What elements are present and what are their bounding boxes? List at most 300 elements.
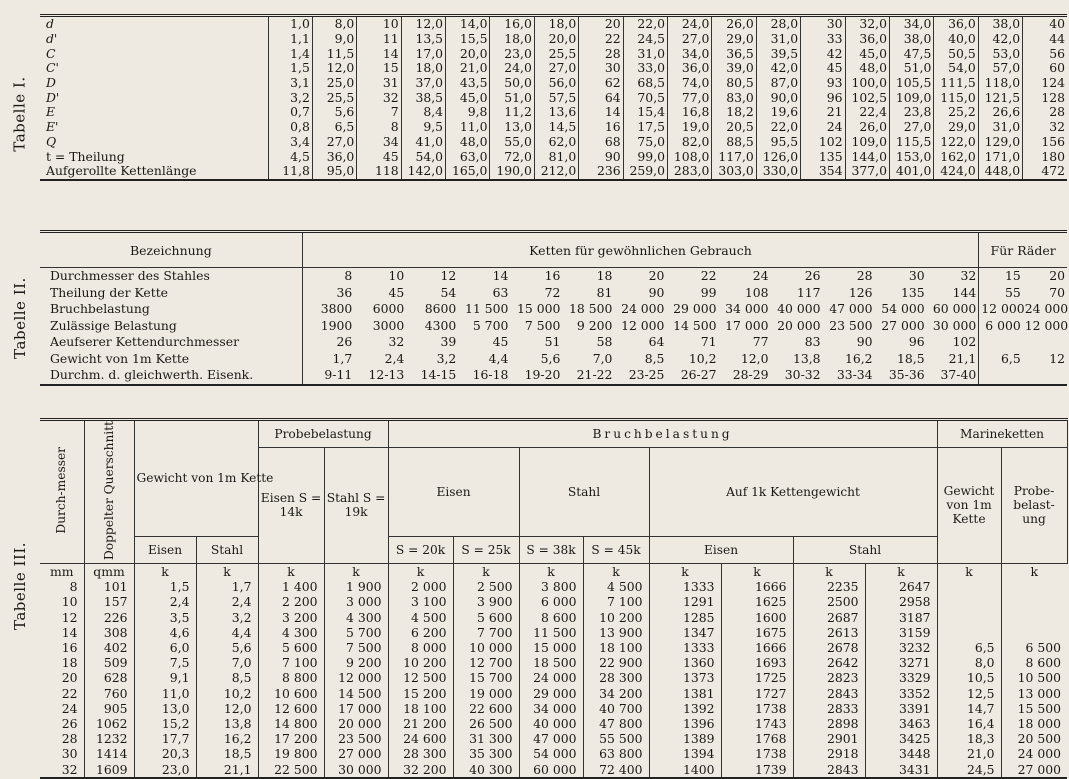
t1-cell: 21 xyxy=(801,105,845,120)
t3-cell: 16 xyxy=(61,640,78,656)
t1-cell: 4,5 xyxy=(268,149,312,164)
t3-cell: 1675 xyxy=(721,625,793,640)
t3-h-probe-stahl: Stahl S = 19k xyxy=(324,448,388,564)
t1-cell: 37,0 xyxy=(401,76,445,91)
t3-cell: 4 500 xyxy=(583,579,649,594)
t3-cell: 63 800 xyxy=(583,746,649,761)
t1-cell: 51,0 xyxy=(490,90,534,105)
t1-cell: 44 xyxy=(1023,32,1067,47)
t3-cell: 1373 xyxy=(649,670,721,685)
t1-cell: 30 xyxy=(579,61,623,76)
t1-cell: 23,0 xyxy=(490,46,534,61)
t1-cell: 283,0 xyxy=(668,164,712,180)
t1-cell: 135 xyxy=(801,149,845,164)
t1-cell: 109,0 xyxy=(889,90,933,105)
t3-unit: k xyxy=(583,563,649,579)
t3-unit: k xyxy=(793,563,865,579)
t3-cell: 3187 xyxy=(865,610,937,625)
t3-cell: 12,0 xyxy=(196,701,258,716)
t3-cell: 9,1 xyxy=(134,670,196,685)
t2-header-main: Ketten für gewöhnlichen Gebrauch xyxy=(302,232,979,268)
t1-cell: 56,0 xyxy=(534,76,578,91)
t1-cell: 22,0 xyxy=(623,16,667,32)
t1-cell: 81,0 xyxy=(534,149,578,164)
t2-cell: 70 xyxy=(1049,284,1065,300)
t3-cell: 11 500 xyxy=(519,625,583,640)
t1-cell: 10 xyxy=(357,16,401,32)
t2-cell: 32 xyxy=(960,268,977,284)
t3-cell: 10,5 xyxy=(937,670,1001,685)
t2-cell: 33-34 xyxy=(836,367,873,383)
t1-cell: 63,0 xyxy=(446,149,490,164)
t3-cell: 13 000 xyxy=(1001,685,1067,700)
t2-cell: 13,8 xyxy=(792,350,821,366)
t1-cell: 18,0 xyxy=(401,61,445,76)
t2-cell: 108 xyxy=(744,284,769,300)
t3-cell: 1625 xyxy=(721,594,793,609)
t1-cell: 16,8 xyxy=(668,105,712,120)
t3-cell: 3352 xyxy=(865,685,937,700)
t3-cell: 14,7 xyxy=(937,701,1001,716)
t2-cell: 30 000 xyxy=(932,317,977,333)
t1-cell: 45 xyxy=(357,149,401,164)
t1-cell: 15 xyxy=(357,61,401,76)
t1-cell: 28 xyxy=(579,46,623,61)
t3-cell: 3463 xyxy=(865,716,937,731)
t3-cell: 1347 xyxy=(649,625,721,640)
t1-cell: 118 xyxy=(357,164,401,180)
t1-row-label: d' xyxy=(46,31,58,47)
t1-cell: 180 xyxy=(1023,149,1067,164)
t1-cell: 20,0 xyxy=(446,46,490,61)
t3-cell: 1400 xyxy=(649,761,721,777)
t3-cell: 54 000 xyxy=(519,746,583,761)
t3-cell: 226 xyxy=(84,610,134,625)
t1-cell: 142,0 xyxy=(401,164,445,180)
t1-cell: 90,0 xyxy=(756,90,800,105)
t3-row xyxy=(40,716,1067,731)
t2-row xyxy=(40,301,1067,318)
t1-row-label: t = Theilung xyxy=(46,148,125,164)
t2-cell: 90 xyxy=(856,334,873,350)
t3-unit: mm xyxy=(40,563,84,579)
t3-unit: k xyxy=(1001,563,1067,579)
t1-cell: 38,5 xyxy=(401,90,445,105)
t3-cell: 20 xyxy=(61,670,78,686)
t3-cell: 17,7 xyxy=(134,731,196,746)
t3-cell: 1725 xyxy=(721,670,793,685)
t3-cell: 15 000 xyxy=(519,640,583,655)
t2-cell: 18 500 xyxy=(569,301,613,317)
t3-cell: 26 xyxy=(61,715,78,731)
t1-cell: 32,0 xyxy=(845,16,889,32)
t1-cell: 11,5 xyxy=(312,46,356,61)
t1-cell: 42,0 xyxy=(756,61,800,76)
t1-cell: 50,5 xyxy=(934,46,978,61)
t1-cell: 115,0 xyxy=(934,90,978,105)
t3-cell: 7 700 xyxy=(453,625,519,640)
t2-cell: 30-32 xyxy=(784,367,821,383)
t3-cell xyxy=(1001,594,1067,609)
t1-cell: 20,5 xyxy=(712,120,756,135)
t2-cell: 10 xyxy=(388,268,405,284)
t2-cell: 23-25 xyxy=(628,367,665,383)
t1-cell: 18,0 xyxy=(490,32,534,47)
t3-cell: 1392 xyxy=(649,701,721,716)
t3-cell: 23 500 xyxy=(324,731,388,746)
t2-cell: 11 500 xyxy=(464,301,509,317)
t1-cell: 126,0 xyxy=(756,149,800,164)
t1-cell: 39,0 xyxy=(712,61,756,76)
t1-cell: 31,0 xyxy=(623,46,667,61)
t1-cell: 40,0 xyxy=(934,32,978,47)
t3-cell: 7 500 xyxy=(324,640,388,655)
t1-row xyxy=(40,135,1067,150)
t2-cell: 54 xyxy=(440,284,457,300)
t2-cell: 3800 xyxy=(320,301,353,317)
t1-cell: 32 xyxy=(357,90,401,105)
t3-cell: 31 300 xyxy=(453,731,519,746)
t3-cell: 2642 xyxy=(793,655,865,670)
t3-units-row xyxy=(40,563,1067,579)
t1-cell: 60 xyxy=(1023,61,1067,76)
t3-cell: 28 300 xyxy=(583,670,649,685)
t2-row-label: Durchm. d. gleichwerth. Eisenk. xyxy=(40,367,302,385)
t3-cell: 7,5 xyxy=(134,655,196,670)
t1-cell: 102 xyxy=(801,135,845,150)
t3-cell: 15 700 xyxy=(453,670,519,685)
t2-cell: 17 000 xyxy=(725,317,769,333)
t3-cell: 3329 xyxy=(865,670,937,685)
t1-cell: 68,5 xyxy=(623,76,667,91)
t2-row xyxy=(40,285,1067,302)
t2-cell: 20 000 xyxy=(777,317,821,333)
t1-cell: 34 xyxy=(357,135,401,150)
t3-h-bruch-stahl: Stahl xyxy=(519,448,649,537)
t2-cell: 45 xyxy=(388,284,405,300)
t3-cell: 2647 xyxy=(865,579,937,594)
t3-cell: 5 700 xyxy=(324,625,388,640)
t1-cell: 25,0 xyxy=(312,76,356,91)
t1-cell: 128 xyxy=(1023,90,1067,105)
t1-cell: 39,5 xyxy=(756,46,800,61)
t1-cell: 20,0 xyxy=(534,32,578,47)
t2-row xyxy=(40,367,1067,385)
t3-unit: k xyxy=(865,563,937,579)
t1-cell: 75,0 xyxy=(623,135,667,150)
t1-cell: 45,0 xyxy=(446,90,490,105)
t1-cell: 28,0 xyxy=(756,16,800,32)
t1-cell: 330,0 xyxy=(756,164,800,180)
t1-row-label: C' xyxy=(46,60,59,76)
t2-cell: 24 xyxy=(752,268,769,284)
t3-h-m-probe: Probe-belast-ung xyxy=(1001,448,1067,564)
t1-cell: 93 xyxy=(801,76,845,91)
t1-cell: 82,0 xyxy=(668,135,712,150)
t3-cell: 55 500 xyxy=(583,731,649,746)
t2-cell xyxy=(979,334,1023,351)
t1-cell: 448,0 xyxy=(978,164,1022,180)
t2-cell: 14 xyxy=(492,268,509,284)
t3-cell xyxy=(937,594,1001,609)
t3-cell: 6 200 xyxy=(388,625,453,640)
t1-cell: 3,1 xyxy=(268,76,312,91)
t1-cell: 42,0 xyxy=(978,32,1022,47)
t3-cell: 18 xyxy=(61,655,78,671)
t1-cell: 31,0 xyxy=(978,120,1022,135)
table-3-label: Tabelle III. xyxy=(11,541,30,630)
t2-cell: 19-20 xyxy=(524,367,561,383)
t3-cell: 23,0 xyxy=(134,761,196,777)
t1-cell: 6,5 xyxy=(312,120,356,135)
t2-row-label: Durchmesser des Stahles xyxy=(40,268,302,285)
t2-cell: 26 xyxy=(804,268,821,284)
t1-cell: 77,0 xyxy=(668,90,712,105)
t2-cell: 10,2 xyxy=(688,350,717,366)
t1-cell: 22 xyxy=(579,32,623,47)
t1-row-label: D xyxy=(46,75,56,91)
t3-cell: 15,2 xyxy=(134,716,196,731)
t3-cell: 1,5 xyxy=(134,579,196,594)
t3-h-auf-eisen: Eisen xyxy=(649,536,793,563)
t1-cell: 129,0 xyxy=(978,135,1022,150)
t3-cell: 6,0 xyxy=(134,640,196,655)
t1-cell: 14 xyxy=(579,105,623,120)
t1-row-label: D' xyxy=(46,89,60,105)
t3-cell: 10,2 xyxy=(196,685,258,700)
t3-h-gew-eisen: Eisen xyxy=(134,536,196,563)
t2-cell: 47 000 xyxy=(829,301,873,317)
t3-cell: 3448 xyxy=(865,746,937,761)
t3-cell: 2898 xyxy=(793,716,865,731)
table-1-label: Tabelle I. xyxy=(11,76,30,152)
t3-cell: 1396 xyxy=(649,716,721,731)
t1-cell: 27,0 xyxy=(889,120,933,135)
t1-cell: 40 xyxy=(1023,16,1067,32)
t1-cell: 1,5 xyxy=(268,61,312,76)
t1-cell: 36,5 xyxy=(712,46,756,61)
t1-cell: 62 xyxy=(579,76,623,91)
t3-cell: 6 000 xyxy=(519,594,583,609)
t3-row xyxy=(40,640,1067,655)
t3-cell: 308 xyxy=(84,625,134,640)
table-3 xyxy=(40,418,1068,779)
t3-unit: k xyxy=(721,563,793,579)
t3-cell: 1739 xyxy=(721,761,793,777)
t3-cell: 7,0 xyxy=(196,655,258,670)
t3-row xyxy=(40,670,1067,685)
t1-cell: 11,8 xyxy=(268,164,312,180)
t2-cell: 30 xyxy=(908,268,925,284)
t1-cell: 1,0 xyxy=(268,16,312,32)
t3-cell xyxy=(937,610,1001,625)
t2-cell: 6,5 xyxy=(979,351,1023,368)
t3-cell: 5 600 xyxy=(453,610,519,625)
t1-cell: 25,2 xyxy=(934,105,978,120)
t3-cell: 6,5 xyxy=(937,640,1001,655)
t1-cell: 72,0 xyxy=(490,149,534,164)
t1-cell: 16 xyxy=(579,120,623,135)
t1-cell: 259,0 xyxy=(623,164,667,180)
t1-cell: 3,4 xyxy=(268,135,312,150)
t1-cell: 68 xyxy=(579,135,623,150)
t1-cell: 36,0 xyxy=(312,149,356,164)
t2-cell: 24 000 xyxy=(621,301,665,317)
t2-cell: 9-11 xyxy=(324,367,353,383)
t1-cell: 38,0 xyxy=(978,16,1022,32)
t3-row xyxy=(40,731,1067,746)
t3-cell: 34 000 xyxy=(519,701,583,716)
t2-cell: 144 xyxy=(952,284,977,300)
t2-row xyxy=(40,318,1067,335)
t3-cell: 4,4 xyxy=(196,625,258,640)
t3-cell: 27 000 xyxy=(1001,761,1067,777)
t1-cell: 9,5 xyxy=(401,120,445,135)
t3-cell: 12 500 xyxy=(388,670,453,685)
t3-cell xyxy=(1001,579,1067,594)
t1-row xyxy=(40,105,1067,120)
t1-cell: 115,5 xyxy=(889,135,933,150)
t1-cell: 124 xyxy=(1023,76,1067,91)
t3-cell: 19 000 xyxy=(453,685,519,700)
t2-cell: 35-36 xyxy=(888,367,925,383)
t1-row-label: Aufgerollte Kettenlänge xyxy=(46,163,197,179)
t1-cell: 33 xyxy=(801,32,845,47)
t2-cell: 5 700 xyxy=(472,317,509,333)
t2-header-label: Bezeichnung xyxy=(40,232,302,268)
t1-cell: 25,5 xyxy=(534,46,578,61)
t1-cell: 12,0 xyxy=(312,61,356,76)
t1-cell: 28 xyxy=(1023,105,1067,120)
t3-cell: 26 500 xyxy=(453,716,519,731)
t2-row-label: Gewicht von 1m Kette xyxy=(40,351,302,368)
t1-cell: 190,0 xyxy=(490,164,534,180)
t3-cell: 10 500 xyxy=(1001,670,1067,685)
table-2-label: Tabelle II. xyxy=(11,276,29,359)
t3-cell: 35 300 xyxy=(453,746,519,761)
t3-cell: 2958 xyxy=(865,594,937,609)
t3-cell: 24 000 xyxy=(1001,746,1067,761)
t2-cell: 102 xyxy=(952,334,977,350)
t3-cell: 22 500 xyxy=(258,761,324,777)
t3-cell: 1666 xyxy=(721,579,793,594)
t1-row-label: d xyxy=(46,16,54,32)
t2-cell: 63 xyxy=(492,284,509,300)
t1-cell: 54,0 xyxy=(934,61,978,76)
t3-cell xyxy=(937,625,1001,640)
t3-unit: k xyxy=(258,563,324,579)
t1-cell: 32 xyxy=(1023,120,1067,135)
t1-row xyxy=(40,164,1067,180)
t2-cell: 26 xyxy=(336,334,353,350)
t2-cell: 18 xyxy=(596,268,613,284)
t3-cell: 10 xyxy=(61,594,78,610)
t3-cell: 8 000 xyxy=(388,640,453,655)
t1-cell: 13,0 xyxy=(490,120,534,135)
t3-row xyxy=(40,655,1067,670)
t3-cell: 4 500 xyxy=(388,610,453,625)
t3-cell: 14 800 xyxy=(258,716,324,731)
t1-cell: 62,0 xyxy=(534,135,578,150)
t3-cell: 18 100 xyxy=(388,701,453,716)
t1-cell: 36,0 xyxy=(934,16,978,32)
t3-cell: 2901 xyxy=(793,731,865,746)
t3-cell: 16,2 xyxy=(196,731,258,746)
t3-h-marine: Marineketten xyxy=(937,420,1067,448)
t3-cell xyxy=(1001,610,1067,625)
t2-row-label: Bruchbelastung xyxy=(40,301,302,318)
t1-row xyxy=(40,120,1067,135)
t3-cell: 12 xyxy=(61,609,78,625)
t1-cell: 57,0 xyxy=(978,61,1022,76)
t3-cell: 47 800 xyxy=(583,716,649,731)
t3-cell: 12,5 xyxy=(937,685,1001,700)
t3-cell: 3,2 xyxy=(196,610,258,625)
t1-cell: 33,0 xyxy=(623,61,667,76)
t2-row xyxy=(40,268,1067,285)
t3-h-auf: Auf 1k Kettengewicht xyxy=(649,448,937,537)
t1-cell: 19,6 xyxy=(756,105,800,120)
t1-cell: 26,6 xyxy=(978,105,1022,120)
t1-cell: 0,8 xyxy=(268,120,312,135)
t1-cell: 22,4 xyxy=(845,105,889,120)
t1-cell: 17,0 xyxy=(401,46,445,61)
t3-cell: 2 200 xyxy=(258,594,324,609)
t1-row xyxy=(40,90,1067,105)
t1-cell: 117,0 xyxy=(712,149,756,164)
t2-cell: 71 xyxy=(700,334,717,350)
t1-cell: 88,5 xyxy=(712,135,756,150)
t1-cell: 27,0 xyxy=(534,61,578,76)
t3-cell xyxy=(937,579,1001,594)
t1-cell: 56 xyxy=(1023,46,1067,61)
t3-cell: 1609 xyxy=(84,761,134,777)
t1-cell: 18,0 xyxy=(534,16,578,32)
t3-h-bruch: Bruchbelastung xyxy=(388,420,937,448)
t1-cell: 1,1 xyxy=(268,32,312,47)
t3-cell: 1738 xyxy=(721,701,793,716)
t2-cell xyxy=(1023,367,1067,385)
t2-cell: 1,7 xyxy=(332,350,353,366)
t3-cell: 29 000 xyxy=(519,685,583,700)
t1-cell: 13,6 xyxy=(534,105,578,120)
t1-cell: 401,0 xyxy=(889,164,933,180)
t3-row xyxy=(40,685,1067,700)
t3-cell: 24,5 xyxy=(937,761,1001,777)
t3-cell: 32 xyxy=(61,761,78,777)
t3-cell: 2 500 xyxy=(453,579,519,594)
t3-h-s25: S = 25k xyxy=(453,536,519,563)
t3-cell: 5,6 xyxy=(196,640,258,655)
t2-cell: 8 xyxy=(344,268,353,284)
t3-h-s20: S = 20k xyxy=(388,536,453,563)
t1-cell: 83,0 xyxy=(712,90,756,105)
t2-cell: 14 500 xyxy=(673,317,717,333)
t1-cell: 50,0 xyxy=(490,76,534,91)
t3-cell: 18,3 xyxy=(937,731,1001,746)
t3-h-m-gewicht: Gewicht von 1m Kette xyxy=(937,448,1001,564)
t1-cell: 70,5 xyxy=(623,90,667,105)
t3-cell: 509 xyxy=(84,655,134,670)
t1-cell: 11,0 xyxy=(446,120,490,135)
t1-cell: 23,8 xyxy=(889,105,933,120)
t3-cell: 22 xyxy=(61,685,78,701)
t3-unit: k xyxy=(196,563,258,579)
t2-cell: 6 000 xyxy=(979,318,1023,335)
t1-cell: 18,2 xyxy=(712,105,756,120)
t3-unit: k xyxy=(324,563,388,579)
t2-cell: 16,2 xyxy=(844,350,873,366)
